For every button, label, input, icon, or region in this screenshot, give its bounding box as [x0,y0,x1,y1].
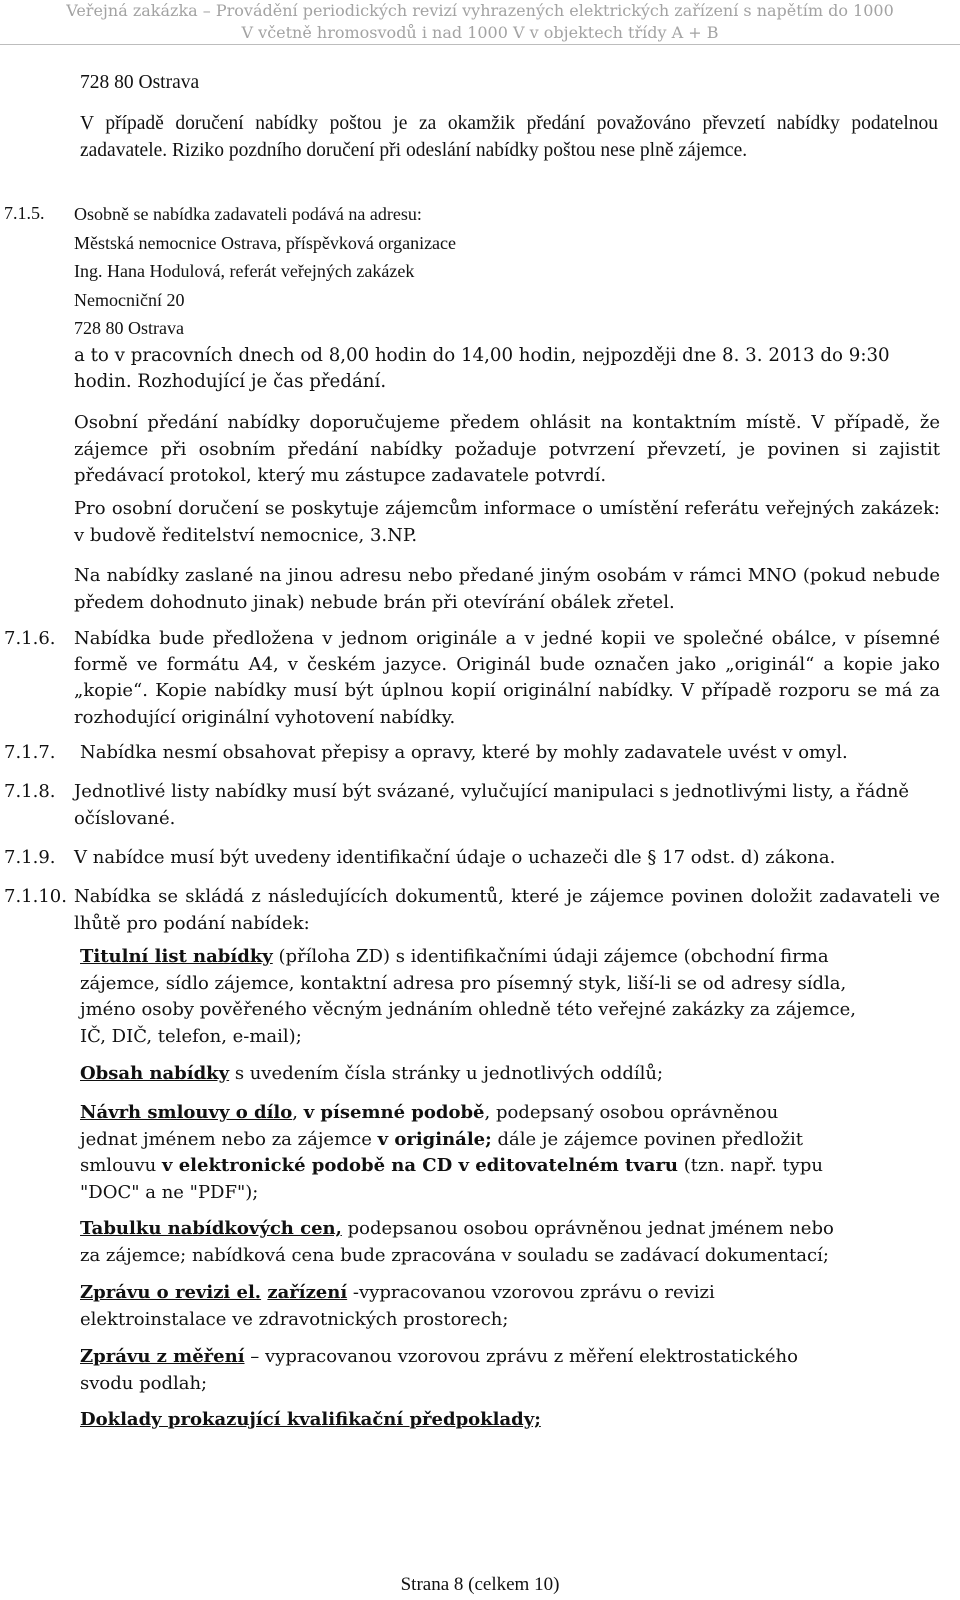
doc-revision-report [80,1280,715,1333]
doc-qualification-lead: Doklady prokazující kvalifikační předpoklady; [80,1409,541,1430]
doc-emphasis: v elektronické podobě na CD v editovatelném tvaru [161,1155,679,1176]
doc-text: (tzn. např. typu [678,1155,823,1176]
doc-emphasis: v písemné podobě [303,1102,485,1123]
section-7-1-5-personal-2: Pro osobní doručení se poskytuje zájemcům informace o umístění referátu veřejných zakázek: v budově ředitelství nemocnice, 3.NP. [74,498,940,546]
doc-text: "DOC" a ne "PDF"); [80,1181,259,1203]
doc-revision-lead: Zprávu o revizi el. [80,1282,262,1303]
doc-text: IČ, DIČ, telefon, e-mail); [80,1025,302,1047]
doc-text: , [292,1102,304,1123]
section-7-1-5-personal-1: Osobní předání nabídky doporučujeme předem ohlásit na kontaktním místě. V případě, že zájemce při osobním předání nabídky požaduje potvrzení převzetí, je povinen si zajistit předávací protokol, který mu zástupce zadavatele potvrdí. [74,412,940,486]
intro-mail-note: V případě doručení nabídky poštou je za okamžik předání považováno převzetí nabídky podatelnou zadavatele. Riziko pozdního doručení při odeslání nabídky poštou nese plně zájemce. [80,113,938,161]
address-line: 728 80 Ostrava [74,318,184,338]
section-7-1-5-address [74,200,456,343]
doc-text: (příloha ZD) s identifikačními údaji zájemce (obchodní firma [272,946,829,967]
doc-measurement-lead: Zprávu z měření [80,1346,245,1367]
doc-text: za zájemce; nabídková cena bude zpracována v souladu se zadávací dokumentací; [80,1244,829,1266]
section-7-1-7-number: 7.1.7. [4,742,56,763]
doc-title-sheet [80,944,856,1050]
address-line: Osobně se nabídka zadavateli podává na adresu: [74,204,422,224]
doc-measurement-report [80,1344,798,1397]
header-line-2: V včetně hromosvodů i nad 1000 V v objektech třídy A + B [241,23,719,42]
doc-text: zájemce, sídlo zájemce, kontaktní adresa pro písemný styk, liší-li se od adresy sídla, [80,972,847,994]
doc-revision-lead-2: zařízení [267,1282,348,1303]
section-7-1-8-text: Jednotlivé listy nabídky musí být svázané, vylučující manipulaci s jednotlivými listy, a řádně očíslované. [74,781,910,829]
doc-text: podepsanou osobou oprávněnou jednat jménem nebo [341,1218,834,1239]
doc-text: jednat jménem nebo za zájemce [80,1128,378,1150]
doc-price-table [80,1216,834,1269]
section-7-1-5-other-address: Na nabídky zaslané na jinou adresu nebo předané jiným osobám v rámci MNO (pokud nebude předem dohodnuto jinak) nebude brán při otevírání obálek zřetel. [74,565,940,613]
section-7-1-10-number: 7.1.10. [4,886,67,907]
doc-text: dále je zájemce povinen předložit [491,1128,804,1150]
section-7-1-6-number: 7.1.6. [4,628,56,649]
section-7-1-7-text: Nabídka nesmí obsahovat přepisy a opravy, které by mohly zadavatele uvést v omyl. [80,742,848,763]
section-7-1-8-number: 7.1.8. [4,781,56,802]
intro-city: 728 80 Ostrava [80,72,200,93]
address-line: Nemocniční 20 [74,289,185,310]
doc-text: s uvedením čísla stránky u jednotlivých oddílů; [229,1063,664,1084]
doc-title-sheet-lead: Titulní list nabídky [80,946,273,967]
section-7-1-9-text: V nabídce musí být uvedeny identifikační údaje o uchazeči dle § 17 odst. d) zákona. [74,847,836,868]
doc-text: elektroinstalace ve zdravotnických prostorech; [80,1308,509,1330]
page-number: Strana 8 (celkem 10) [400,1574,560,1595]
doc-text: smlouvu [80,1155,162,1176]
doc-qualification [80,1407,541,1434]
doc-text: svodu podlah; [80,1372,208,1394]
doc-contents-lead: Obsah nabídky [80,1063,230,1084]
section-7-1-5-number: 7.1.5. [4,203,45,223]
doc-contents [80,1061,663,1088]
doc-text: , podepsaný osobou oprávněnou [484,1102,779,1123]
doc-contract [80,1100,823,1206]
doc-text: jméno osoby pověřeného věcným jednáním ohledně této veřejné zakázky za zájemce, [80,999,856,1020]
section-7-1-10-text: Nabídka se skládá z následujících dokumentů, které je zájemce povinen doložit zadavateli ve lhůtě pro podání nabídek: [74,886,940,934]
section-7-1-5-hours: a to v pracovních dnech od 8,00 hodin do 14,00 hodin, nejpozději dne 8. 3. 2013 do 9:30 hodin. Rozhodující je čas předání. [74,345,890,392]
doc-emphasis: v originále; [377,1128,492,1150]
header-line-1: Veřejná zakázka – Provádění periodických revizí vyhrazených elektrických zařízení s napětím do 1000 [66,1,894,20]
address-line: Městská nemocnice Ostrava, příspěvková organizace [74,232,457,253]
section-7-1-6-text: Nabídka bude předložena v jednom originále a v jedné kopii ve společné obálce, v písemné formě ve formátu A4, v českém jazyce. Originál bude označen jako „originál“ a kopie jako „kopie“. Kopie nabídky musí být úplnou kopií originální nabídky. V případě rozporu se má za rozhodující originální vyhotovení nabídky. [74,628,940,728]
doc-text: -vypracovanou vzorovou zprávu o revizi [347,1282,715,1303]
doc-contract-lead: Návrh smlouvy o dílo [80,1102,293,1123]
doc-text: – vypracovanou vzorovou zprávu z měření elektrostatického [244,1346,798,1367]
address-line: Ing. Hana Hodulová, referát veřejných zakázek [74,261,415,281]
section-7-1-9-number: 7.1.9. [4,847,56,868]
doc-price-table-lead: Tabulku nabídkových cen, [80,1218,342,1239]
header-divider [0,44,960,45]
